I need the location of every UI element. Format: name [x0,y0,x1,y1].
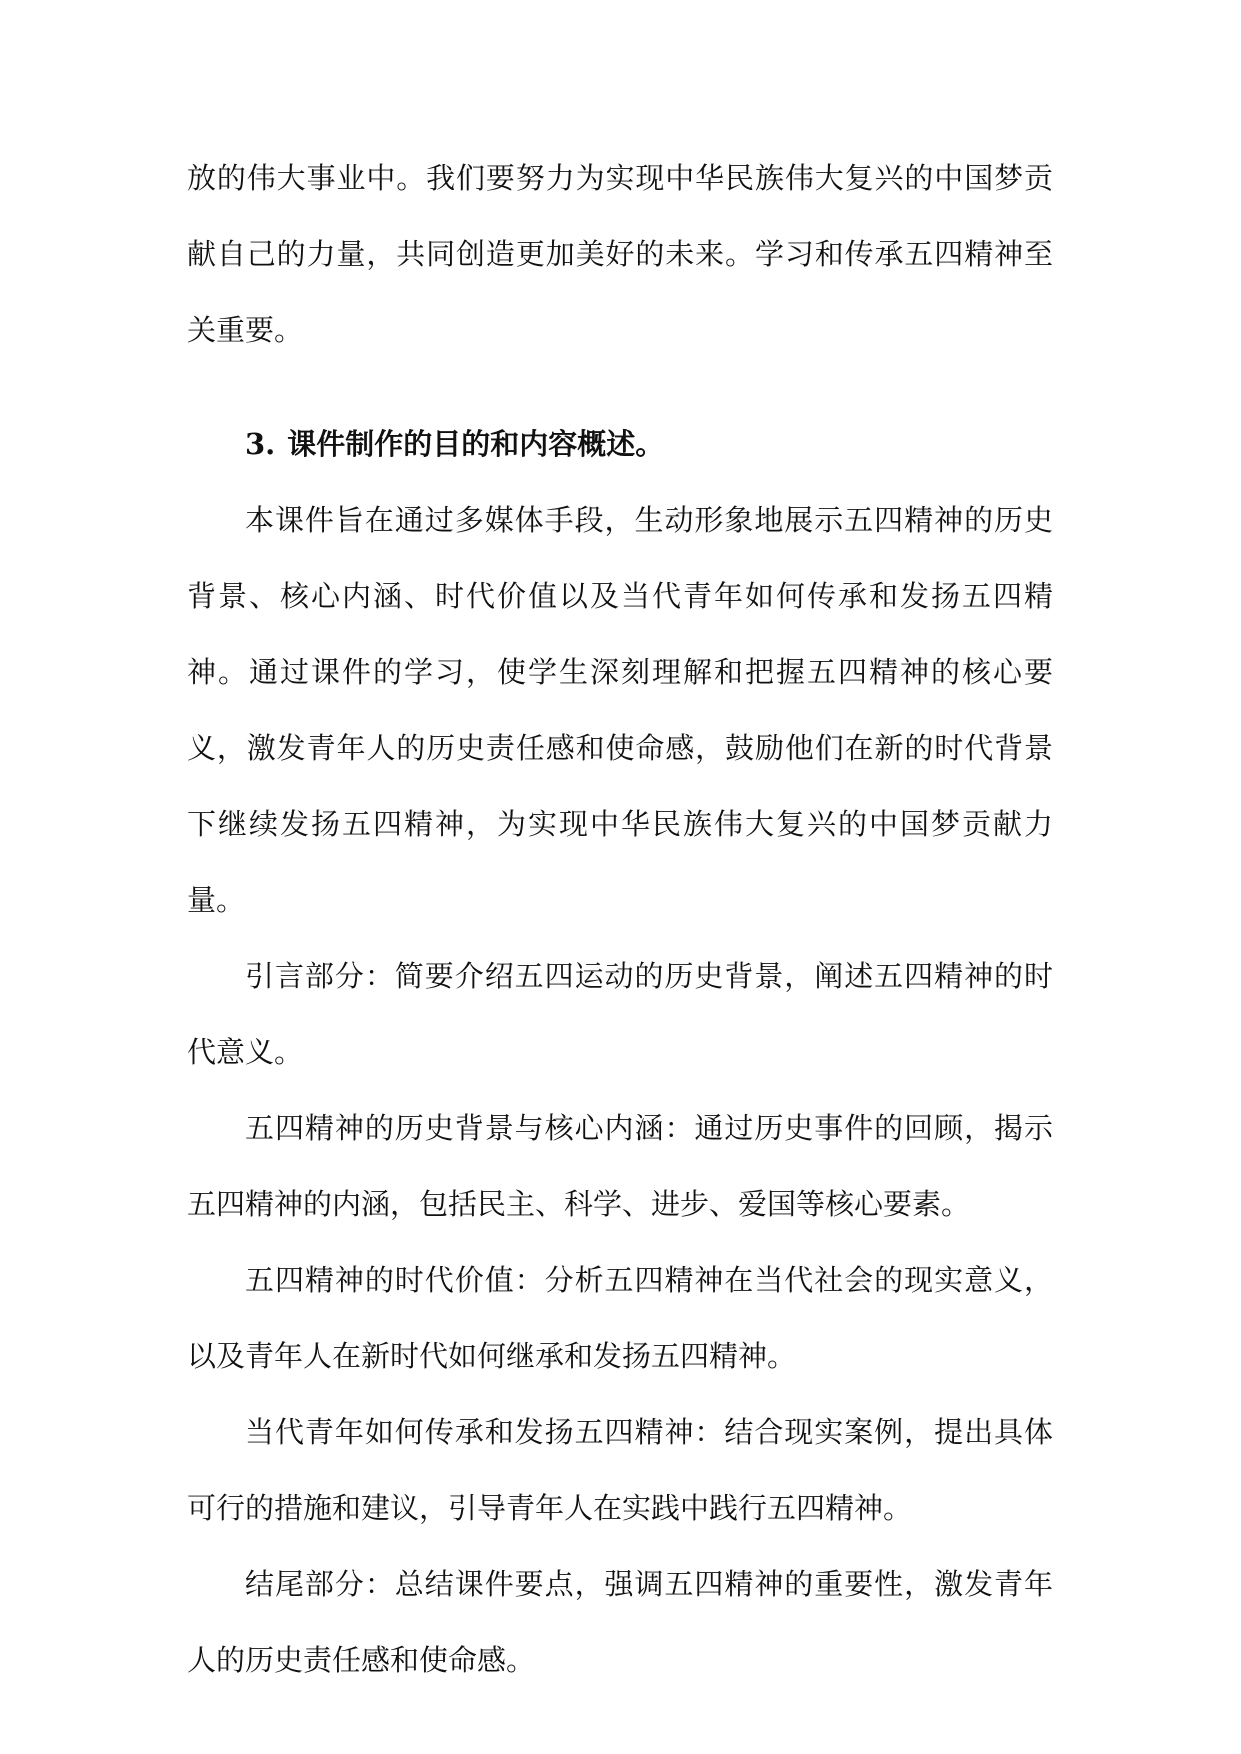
paragraph-era-value: 五四精神的时代价值：分析五四精神在当代社会的现实意义，以及青年人在新时代如何继承和发扬五四精神。 [187,1263,1053,1373]
continuation-paragraph: 放的伟大事业中。我们要努力为实现中华民族伟大复兴的中国梦贡献自己的力量，共同创造更加美好的未来。学习和传承五四精神至关重要。 [187,161,1053,347]
paragraph-conclusion: 结尾部分：总结课件要点，强调五四精神的重要性，激发青年人的历史责任感和使命感。 [187,1567,1053,1677]
section-title: 课件制作的目的和内容概述。 [287,427,665,461]
section-number: 3. [245,427,276,461]
paragraph-overview: 本课件旨在通过多媒体手段，生动形象地展示五四精神的历史背景、核心内涵、时代价值以及当代青年如何传承和发扬五四精神。通过课件的学习，使学生深刻理解和把握五四精神的核心要义，激发青年人的历史责任感和使命感，鼓励他们在新的时代背景下继续发扬五四精神，为实现中华民族伟大复兴的中国梦贡献力量。 [187,503,1053,917]
paragraph-history-core: 五四精神的历史背景与核心内涵：通过历史事件的回顾，揭示五四精神的内涵，包括民主、科学、进步、爱国等核心要素。 [187,1111,1053,1221]
section-heading [187,406,1053,482]
document-page [187,140,1053,1698]
paragraph-youth-inheritance: 当代青年如何传承和发扬五四精神：结合现实案例，提出具体可行的措施和建议，引导青年人在实践中践行五四精神。 [187,1415,1053,1525]
paragraph-introduction: 引言部分：简要介绍五四运动的历史背景，阐述五四精神的时代意义。 [187,959,1053,1069]
